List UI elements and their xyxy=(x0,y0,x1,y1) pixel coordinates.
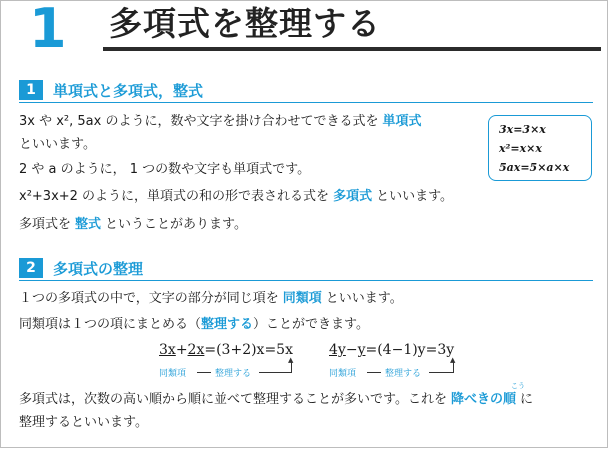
keyword-simplify: 整理する xyxy=(201,317,254,332)
section-2-line-1 xyxy=(19,290,403,308)
section-1-line-5 xyxy=(19,216,247,234)
box-line-1: 3x=3×x xyxy=(499,123,546,136)
descending-order-ruby: こう xyxy=(511,382,525,390)
chapter-title-rule xyxy=(103,47,601,51)
equation-2-arrow-head: ▲ xyxy=(450,356,456,364)
equation-1-connector-right xyxy=(259,372,291,373)
equation-1-plus: + xyxy=(175,342,188,358)
equation-2-like-terms-label: 同類項 xyxy=(329,369,357,379)
box-line-2: x²=x×x xyxy=(499,142,542,155)
keyword-integral-expression: 整式 xyxy=(75,217,102,232)
equation-1-term-1: 3x xyxy=(159,342,176,358)
chapter-number: 1 xyxy=(29,0,67,60)
section-2-line-1-text: １つの多項式の中で，文字の部分が同じ項を xyxy=(19,291,279,306)
section-2-line-1-end: といいます。 xyxy=(325,291,403,306)
section-1-line-4-text: x²+3x+2 のように，単項式の和の形で表される式を xyxy=(19,189,330,204)
equation-1-connector-left xyxy=(197,372,211,373)
section-1-line-2: といいます。 xyxy=(19,137,96,152)
section-1-line-5-end: ということがあります。 xyxy=(105,217,247,232)
section-1-line-5-text: 多項式を xyxy=(19,217,72,232)
keyword-descending-order: 降べきの順 xyxy=(450,392,516,407)
section-1-number: 1 xyxy=(19,80,43,100)
section-2-line-2 xyxy=(19,316,369,334)
equation-1-rest: =(3+2)x=5x xyxy=(204,342,293,358)
equation-1-arrow-head: ▲ xyxy=(288,356,294,364)
section-2-number: 2 xyxy=(19,258,43,278)
equation-2-term-1: 4y xyxy=(329,342,346,358)
equation-2-connector-left xyxy=(367,372,381,373)
section-2-rule xyxy=(19,280,593,281)
section-1-title: 単項式と多項式，整式 xyxy=(53,81,204,100)
section-1-heading xyxy=(19,79,203,101)
monomial-example-box xyxy=(488,115,592,181)
equation-2-simplify-label: 整理する xyxy=(385,369,422,379)
equation-2 xyxy=(329,341,454,359)
equation-2-rest: =(4−1)y=3y xyxy=(365,342,455,358)
section-1-line-1-text: 3x や x², 5ax のように，数や文字を掛け合わせてできる式を xyxy=(19,114,379,129)
equation-1 xyxy=(159,341,293,359)
section-2-line-2-end: ）ことができます。 xyxy=(253,317,369,332)
box-line-3: 5ax=5×a×x xyxy=(499,161,570,174)
section-1-rule xyxy=(19,102,593,103)
section-2-title: 多項式の整理 xyxy=(53,259,144,278)
section-2-line-3 xyxy=(19,391,533,409)
section-2-line-3-text: 多項式は，次数の高い順から順に並べて整理することが多いです。これを xyxy=(19,392,447,407)
section-2-line-2-text: 同類項は１つの項にまとめる（ xyxy=(19,317,202,332)
equation-2-connector-right xyxy=(429,372,453,373)
equation-2-minus: − xyxy=(345,342,358,358)
keyword-monomial: 単項式 xyxy=(382,114,422,129)
section-2-line-3-end: に xyxy=(519,392,533,407)
section-2-heading xyxy=(19,257,143,279)
keyword-like-terms: 同類項 xyxy=(282,291,322,306)
equation-1-term-2: 2x xyxy=(187,342,205,358)
chapter-title: 多項式を整理する xyxy=(109,4,381,43)
section-1-line-4 xyxy=(19,188,453,206)
equation-1-simplify-label: 整理する xyxy=(215,369,252,379)
section-1-line-3: 2 や a のように， 1 つの数や文字も単項式です。 xyxy=(19,162,311,177)
equation-1-like-terms-label: 同類項 xyxy=(159,369,187,379)
equation-2-term-2: y xyxy=(357,342,366,358)
section-1-line-4-end: といいます。 xyxy=(376,189,454,204)
keyword-polynomial: 多項式 xyxy=(333,189,373,204)
section-1-line-1 xyxy=(19,113,425,131)
section-2-line-4: 整理するといいます。 xyxy=(19,415,148,430)
